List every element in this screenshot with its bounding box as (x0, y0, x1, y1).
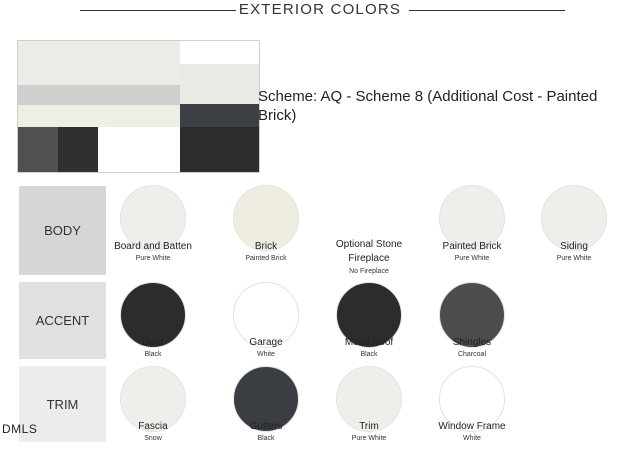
swatch-name-door: Door (142, 337, 164, 348)
swatch-color-optional-stone-fireplace: No Fireplace (349, 268, 389, 275)
swatch-color-window-frame: White (463, 435, 481, 442)
scheme-label: Scheme: AQ - Scheme 8 (Additional Cost - Painted Brick) (258, 88, 598, 124)
swatch-color-shingles: Charcoal (457, 351, 486, 358)
swatch-name-shingles: Shingles (452, 337, 492, 348)
swatch-color-garage: White (257, 351, 275, 358)
swatch-color-siding: Pure White (556, 255, 592, 262)
swatch-name-trim: Trim (359, 421, 379, 432)
row-label-trim: TRIM (19, 366, 106, 442)
swatch-name-painted-brick: Painted Brick (442, 241, 502, 252)
swatch-color-trim: Pure White (351, 435, 387, 442)
scheme-palette-frame (17, 40, 260, 173)
swatch-name-brick: Brick (254, 241, 278, 252)
swatch-name-metal-roof: Metal Roof (344, 337, 394, 348)
swatch-name-window-frame: Window Frame (438, 421, 506, 432)
swatch-color-metal-roof: Black (360, 351, 378, 358)
page-title: EXTERIOR COLORS (238, 1, 402, 18)
row-label-body: BODY (19, 186, 106, 275)
swatch-color-gutters: Black (257, 435, 275, 442)
swatch-name-fascia: Fascia (138, 421, 168, 432)
swatch-color-board-and-batten: Pure White (135, 255, 171, 262)
swatch-name-siding: Siding (560, 241, 588, 252)
swatch-color-door: Black (144, 351, 162, 358)
swatch-name-board-and-batten: Board and Batten (114, 241, 192, 252)
header-rule-right (409, 10, 565, 11)
swatch-color-painted-brick: Pure White (454, 255, 490, 262)
mls-watermark: DMLS (2, 422, 38, 436)
swatch-color-fascia: Snow (144, 435, 162, 442)
swatch-name-gutters: Gutters (249, 421, 283, 432)
swatch-color-brick: Painted Brick (245, 255, 287, 262)
swatch-name-garage: Garage (249, 337, 283, 348)
row-label-accent: ACCENT (19, 282, 106, 359)
swatch-name-optional-stone-fireplace: Optional Stone Fireplace (335, 239, 403, 264)
